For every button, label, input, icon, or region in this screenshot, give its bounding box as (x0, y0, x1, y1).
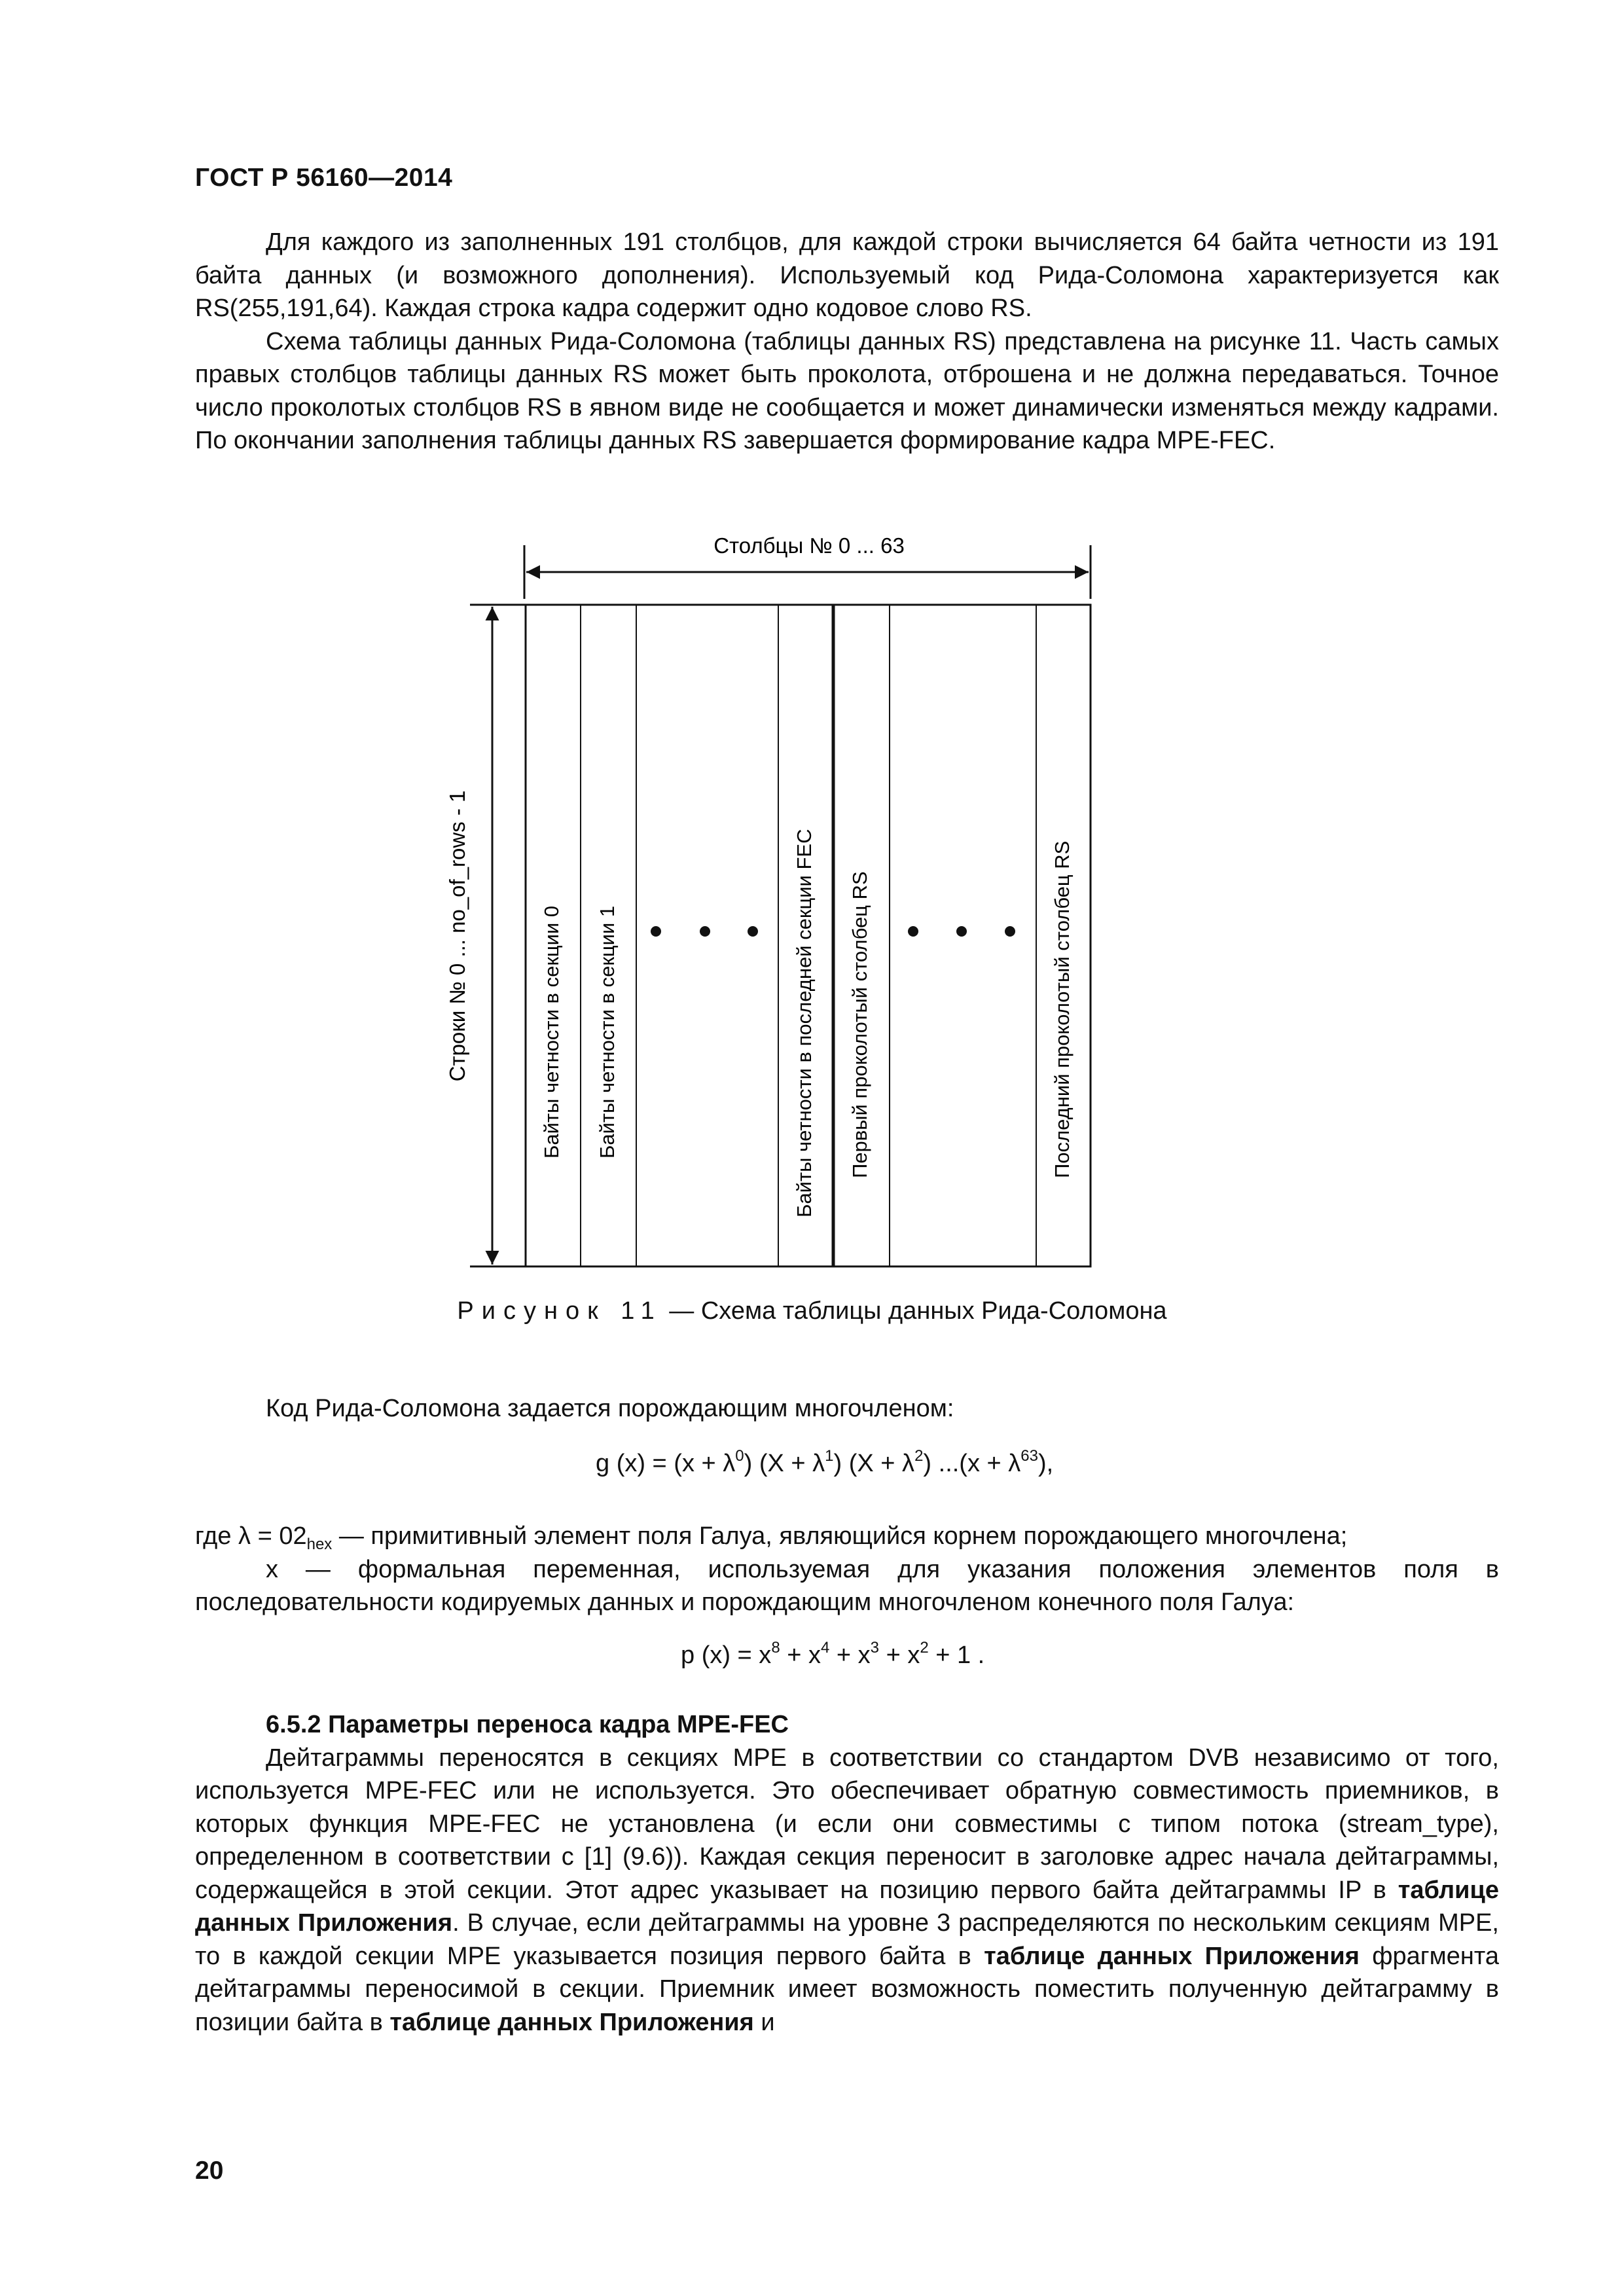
column-label-section1: Байты четности в секции 1 (596, 905, 619, 1158)
column-label-first-punctured: Первый проколотый столбец RS (848, 871, 872, 1178)
section-block (195, 1708, 1499, 2039)
ellipsis-dot (748, 926, 758, 937)
ellipsis-dot (1005, 926, 1015, 937)
page-number: 20 (195, 2157, 224, 2185)
figure-caption (0, 1297, 1624, 1325)
ellipsis-dot (700, 926, 710, 937)
ellipsis-dot (908, 926, 918, 937)
column-label-last-punctured: Последний проколотый столбец RS (1051, 840, 1074, 1178)
paragraph-rs-table: Схема таблицы данных Рида-Соломона (таблицы данных RS) представлена на рисунке 11. Часть самых правых столбцов таблицы данных RS может быть проколота, отброшена и не должна передаваться. Точное число проколотых столбцов RS в явном виде не сообщается и может динамически изменяться между кадрами. По окончании заполнения таблицы данных RS завершается формирование кадра MPE-FEC. (195, 327, 1499, 454)
formula-generator-polynomial: g $(x) = (x + \lambda^0)$ $(X + \lambda^1)$ $(X + \lambda^2)$ $...(x + \lambda^{63})$, (596, 1447, 1054, 1477)
paragraph-section-body: Дейтаграммы переносятся в секциях MPE в соответствии со стандартом DVB независимо от того, используется MPE-FEC или не используется. Это обеспечивает обратную совместимость приемников, в которых функция MPE-FEC не установлена (и если они совместимы с типом потока (stream_type), определенном в соответствии с [1] (9.6)). Каждая секция переносит в заголовке адрес начала дейтаграммы, содержащейся в этой секции. Этот адрес указывает на позицию первого байта дейтаграммы IP в таблице данных Приложения. В случае, если дейтаграммы на уровне 3 распределяются по нескольким секциям MPE, то в каждой секции MPE указывается позиция первого байта в таблице данных Приложения фрагмента дейтаграммы переносимой в секции. Приемник имеет возможность поместить полученную дейтаграмму в позиции байта в таблице данных Приложения и (195, 1744, 1499, 2036)
document-header: ГОСТ Р 56160—2014 (195, 164, 453, 192)
figure-caption-text: — Схема таблицы данных Рида-Соломона (662, 1297, 1167, 1325)
formula-field-polynomial: p $(x) = x^8 + x^4 + x^3 + x^2 + 1$ . (681, 1639, 985, 1669)
figure-caption-label: Рисунок 11 (457, 1297, 662, 1325)
section-heading: 6.5.2 Параметры переноса кадра MPE-FEC (266, 1711, 789, 1738)
definitions-block (195, 1520, 1499, 1619)
paragraph-x-def: x — формальная переменная, используемая для указания положения элементов поля в последовательности кодируемых данных и порождающим многочленом конечного поля Галуа: (195, 1555, 1499, 1616)
paragraph-lambda-def: где $\lambda = 02_{hex}$ — примитивный элемент поля Галуа, являющийся корнем порождающего многочлена; (195, 1522, 1348, 1553)
column-label-section0: Байты четности в секции 0 (540, 905, 564, 1158)
rows-label: Строки № 0 ... no_of_rows - 1 (445, 790, 469, 1082)
ellipsis-dot (651, 926, 661, 937)
paragraph-parity: Для каждого из заполненных 191 столбцов, для каждой строки вычисляется 64 байта четности из 191 байта данных (и возможного дополнения). Используемый код Рида-Соломона характеризуется как RS(255,191,64). Каждая строка кадра содержит одно кодовое слово RS. (195, 228, 1499, 322)
columns-label: Столбцы № 0 ... 63 (713, 533, 905, 558)
ellipsis-dot (956, 926, 967, 937)
column-label-last-fec: Байты четности в последней секции FEC (793, 829, 816, 1217)
generator-intro-block (195, 1392, 1499, 1426)
paragraph-generator-intro: Код Рида-Соломона задается порождающим многочленом: (266, 1395, 954, 1422)
